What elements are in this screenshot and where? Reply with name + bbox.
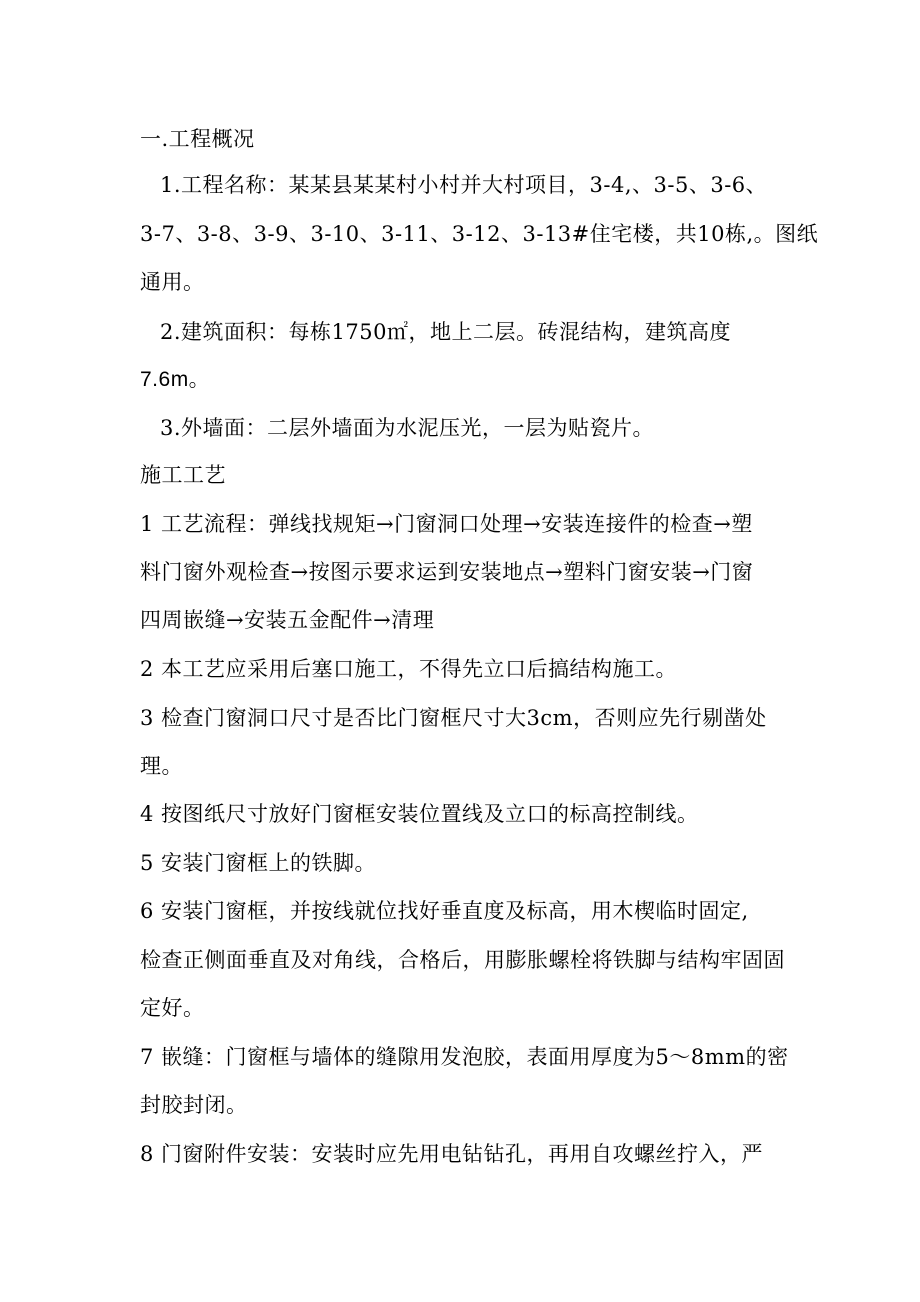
process-step-3-line-2: 理。 bbox=[140, 754, 183, 778]
process-step-5-line-1: 5 安装门窗框上的铁脚。 bbox=[140, 851, 377, 875]
overview-item-2-line-1: 2.建筑面积：每栋1750㎡，地上二层。砖混结构，建筑高度 bbox=[160, 320, 731, 344]
section-heading-process: 施工工艺 bbox=[140, 463, 226, 487]
overview-item-1-line-1: 1.工程名称：某某县某某村小村并大村项目，3-4,、3-5、3-6、 bbox=[160, 173, 768, 197]
overview-item-1-line-2: 3-7、3-8、3-9、3-10、3-11、3-12、3-13#住宅楼，共10栋,。图纸 bbox=[140, 222, 819, 246]
process-step-7-line-1: 7 嵌缝：门窗框与墙体的缝隙用发泡胶，表面用厚度为5～8mm的密 bbox=[140, 1045, 789, 1069]
process-step-4-line-1: 4 按图纸尺寸放好门窗框安装位置线及立口的标高控制线。 bbox=[140, 802, 699, 826]
process-step-6-line-1: 6 安装门窗框，并按线就位找好垂直度及标高，用木楔临时固定, bbox=[140, 899, 749, 923]
process-step-1-line-2: 料门窗外观检查→按图示要求运到安装地点→塑料门窗安装→门窗 bbox=[140, 560, 754, 584]
overview-item-1-line-3: 通用。 bbox=[140, 270, 205, 294]
process-step-2-line-1: 2 本工艺应采用后塞口施工，不得先立口后搞结构施工。 bbox=[140, 657, 678, 681]
process-step-8-line-1: 8 门窗附件安装：安装时应先用电钻钻孔，再用自攻螺丝拧入，严 bbox=[140, 1142, 764, 1166]
process-step-1-line-3: 四周嵌缝→安装五金配件→清理 bbox=[140, 608, 435, 632]
section-heading-overview: 一.工程概况 bbox=[140, 127, 255, 151]
overview-item-2-line-2: 7.6m。 bbox=[140, 368, 211, 391]
process-step-6-line-2: 检查正侧面垂直及对角线，合格后，用膨胀螺栓将铁脚与结构牢固固 bbox=[140, 948, 785, 972]
process-step-3-line-1: 3 检查门窗洞口尺寸是否比门窗框尺寸大3cm，否则应先行剔凿处 bbox=[140, 706, 767, 730]
process-step-1-line-1: 1 工艺流程：弹线找规矩→门窗洞口处理→安装连接件的检查→塑 bbox=[140, 512, 753, 536]
process-step-6-line-3: 定好。 bbox=[140, 996, 205, 1020]
overview-item-3-line-1: 3.外墙面：二层外墙面为水泥压光，一层为贴瓷片。 bbox=[160, 416, 655, 440]
process-step-7-line-2: 封胶封闭。 bbox=[140, 1093, 248, 1117]
